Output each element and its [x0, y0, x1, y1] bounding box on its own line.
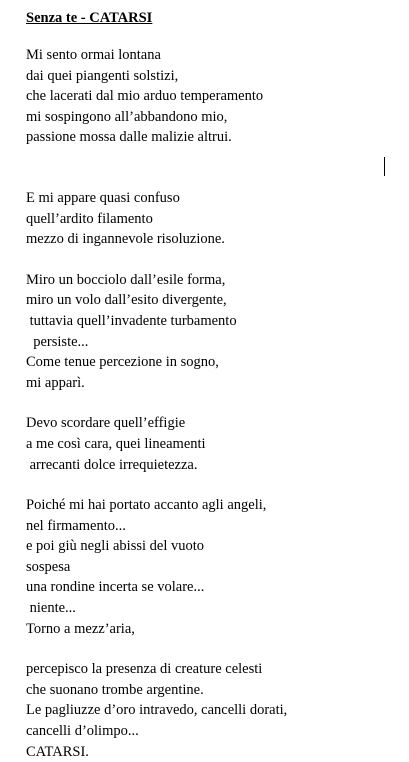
stanza-2 — [26, 188, 396, 250]
verse-line: Come tenue percezione in sogno, — [26, 354, 219, 371]
verse-line: CATARSI. — [26, 743, 89, 760]
verse-line: Poiché mi hai portato accanto agli angeli, — [26, 497, 267, 514]
verse-line: che suonano trombe argentine. — [26, 681, 204, 698]
verse-line: tuttavia quell’invadente turbamento — [26, 312, 237, 329]
verse-line: passione mossa dalle malizie altrui. — [26, 129, 232, 146]
verse-line: cancelli d’olimpo... — [26, 723, 139, 740]
verse-line: persiste... — [26, 333, 89, 350]
verse-line: quell’ardito filamento — [26, 210, 153, 227]
document-page — [26, 8, 396, 762]
verse-line: a me così cara, quei lineamenti — [26, 435, 206, 452]
verse-line: mezzo di ingannevole risoluzione. — [26, 231, 225, 248]
verse-line: niente... — [26, 600, 76, 617]
verse-line: sospesa — [26, 558, 71, 575]
text-cursor — [384, 157, 385, 176]
verse-line: Mi sento ormai lontana — [26, 47, 161, 63]
poem-title: Senza te - CATARSI — [26, 10, 153, 26]
verse-line: che lacerati dal mio arduo temperamento — [26, 88, 264, 105]
verse-line: Torno a mezz’aria, — [26, 620, 135, 637]
verse-line: mi apparì. — [26, 374, 85, 391]
verse-line: mi sospingono all’abbandono mio, — [26, 108, 228, 125]
verse-line: arrecanti dolce irrequietezza. — [26, 456, 198, 473]
verse-line: Miro un bocciolo dall’esile forma, — [26, 271, 226, 288]
verse-line: miro un volo dall’esito divergente, — [26, 292, 227, 309]
verse-line: una rondine incerta se volare... — [26, 579, 205, 596]
stanza-3 — [26, 270, 396, 394]
verse-line: Le pagliuzze d’oro intravedo, cancelli dorati, — [26, 702, 288, 719]
stanza-6 — [26, 659, 396, 762]
verse-line: dai quei piangenti solstizi, — [26, 67, 179, 84]
stanza-4 — [26, 413, 396, 475]
stanza-5 — [26, 495, 396, 639]
verse-line: e poi giù negli abissi del vuoto — [26, 538, 205, 555]
verse-line: nel firmamento... — [26, 517, 126, 534]
stanza-1 — [26, 45, 396, 148]
verse-line: E mi appare quasi confuso — [26, 189, 180, 206]
verse-line: Devo scordare quell’effigie — [26, 415, 186, 432]
verse-line: percepisco la presenza di creature celesti — [26, 661, 263, 678]
